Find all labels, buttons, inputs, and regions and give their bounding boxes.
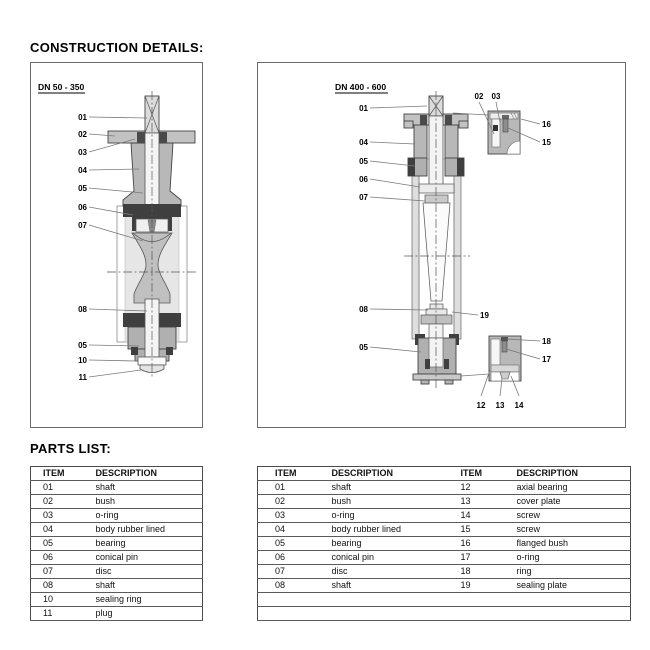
- callout-06: 06: [78, 203, 87, 212]
- part-item-cell: 04: [31, 523, 96, 537]
- part-desc-cell: body rubber lined: [96, 523, 203, 537]
- part-item-cell: 03: [258, 509, 332, 523]
- part-desc-cell: ring: [517, 565, 631, 579]
- callout-02: 02: [474, 92, 484, 101]
- callout-07: 07: [359, 193, 368, 202]
- part-item-cell: 11: [31, 607, 96, 621]
- table-row: [258, 537, 631, 551]
- part-desc-cell: o-ring: [96, 509, 203, 523]
- table-row: [258, 509, 631, 523]
- callout-labels: [78, 113, 87, 382]
- part-item-cell: 12: [461, 481, 517, 495]
- description-header-2: DESCRIPTION: [517, 467, 631, 481]
- callout-16: 16: [542, 120, 551, 129]
- callout-10: 10: [78, 356, 87, 365]
- callout-19: 19: [480, 311, 489, 320]
- callout-18: 18: [542, 337, 551, 346]
- part-item-cell: 05: [258, 537, 332, 551]
- part-item-cell: 18: [461, 565, 517, 579]
- table-header-row: [31, 467, 203, 481]
- callout-07: 07: [78, 221, 87, 230]
- part-desc-cell: conical pin: [96, 551, 203, 565]
- callout-04: 04: [359, 138, 368, 147]
- description-header: DESCRIPTION: [332, 467, 461, 481]
- parts-list-title: PARTS LIST:: [30, 441, 112, 456]
- part-item-cell: [461, 607, 517, 621]
- part-desc-cell: conical pin: [332, 551, 461, 565]
- part-item-cell: 03: [31, 509, 96, 523]
- part-desc-cell: axial bearing: [517, 481, 631, 495]
- part-item-cell: 10: [31, 593, 96, 607]
- part-item-cell: 06: [258, 551, 332, 565]
- part-desc-cell: disc: [96, 565, 203, 579]
- part-item-cell: 15: [461, 523, 517, 537]
- part-item-cell: 01: [31, 481, 96, 495]
- description-header: DESCRIPTION: [96, 467, 203, 481]
- callout-01: 01: [359, 104, 368, 113]
- table-row: [31, 481, 203, 495]
- part-item-cell: 05: [31, 537, 96, 551]
- part-item-cell: 02: [31, 495, 96, 509]
- part-desc-cell: [332, 593, 461, 607]
- conical-pin-band: [425, 195, 448, 203]
- callout-11: 11: [78, 373, 87, 382]
- part-item-cell: 13: [461, 495, 517, 509]
- callout-08: 08: [359, 305, 368, 314]
- callout-02: 02: [78, 130, 87, 139]
- callout-05: 05: [359, 157, 368, 166]
- part-item-cell: [258, 593, 332, 607]
- part-desc-cell: screw: [517, 509, 631, 523]
- part-item-cell: [461, 593, 517, 607]
- part-desc-cell: bush: [96, 495, 203, 509]
- part-item-cell: 08: [258, 579, 332, 593]
- callout-03: 03: [491, 92, 501, 101]
- table-row: [258, 551, 631, 565]
- callout-01: 01: [78, 113, 87, 122]
- part-desc-cell: bush: [332, 495, 461, 509]
- part-desc-cell: shaft: [96, 579, 203, 593]
- part-desc-cell: [517, 607, 631, 621]
- part-item-cell: 17: [461, 551, 517, 565]
- valve-cross-section-dn50-350: [31, 63, 202, 427]
- table-row: [258, 495, 631, 509]
- part-desc-cell: plug: [96, 607, 203, 621]
- table-row: [31, 565, 203, 579]
- table-row: [258, 607, 631, 621]
- part-desc-cell: bearing: [332, 537, 461, 551]
- table-row: [258, 593, 631, 607]
- part-item-cell: [258, 607, 332, 621]
- part-item-cell: 01: [258, 481, 332, 495]
- part-desc-cell: shaft: [96, 481, 203, 495]
- part-item-cell: 14: [461, 509, 517, 523]
- callout-04: 04: [78, 166, 87, 175]
- variant-label-dn400-600: DN 400 - 600: [335, 82, 387, 92]
- construction-details-title: CONSTRUCTION DETAILS:: [30, 40, 204, 55]
- part-desc-cell: cover plate: [517, 495, 631, 509]
- part-item-cell: 19: [461, 579, 517, 593]
- part-desc-cell: screw: [517, 523, 631, 537]
- parts-table-dn50-350: [30, 466, 203, 621]
- bottom-detail-inset: [461, 336, 521, 381]
- callout-05: 05: [78, 184, 87, 193]
- callout-14: 14: [514, 401, 524, 410]
- callout-17: 17: [542, 355, 551, 364]
- part-item-cell: 07: [258, 565, 332, 579]
- table-row: [31, 509, 203, 523]
- bearing-band: [419, 184, 454, 193]
- table-row: [258, 481, 631, 495]
- part-desc-cell: shaft: [332, 481, 461, 495]
- part-item-cell: 07: [31, 565, 96, 579]
- callout-12: 12: [476, 401, 486, 410]
- callout-05b: 05: [78, 341, 87, 350]
- part-desc-cell: o-ring: [517, 551, 631, 565]
- table-row: [31, 593, 203, 607]
- diagram-panel-dn50-350: [30, 62, 203, 428]
- part-item-cell: 08: [31, 579, 96, 593]
- table-row: [31, 523, 203, 537]
- part-desc-cell: o-ring: [332, 509, 461, 523]
- part-desc-cell: [517, 593, 631, 607]
- variant-label-dn50-350: DN 50 - 350: [38, 82, 85, 92]
- valve-cross-section-dn400-600: [258, 63, 625, 427]
- part-desc-cell: flanged bush: [517, 537, 631, 551]
- table-row: [31, 607, 203, 621]
- callout-08: 08: [78, 305, 87, 314]
- part-desc-cell: disc: [332, 565, 461, 579]
- part-item-cell: 02: [258, 495, 332, 509]
- part-desc-cell: sealing ring: [96, 593, 203, 607]
- callout-05b: 05: [359, 343, 368, 352]
- part-desc-cell: shaft: [332, 579, 461, 593]
- table-row: [31, 579, 203, 593]
- table-row: [31, 495, 203, 509]
- callout-03: 03: [78, 148, 87, 157]
- item-header: ITEM: [258, 467, 332, 481]
- part-item-cell: 04: [258, 523, 332, 537]
- part-desc-cell: [332, 607, 461, 621]
- table-row: [258, 565, 631, 579]
- diagram-panel-dn400-600: [257, 62, 626, 428]
- part-desc-cell: body rubber lined: [332, 523, 461, 537]
- callout-06: 06: [359, 175, 368, 184]
- table-row: [258, 523, 631, 537]
- part-item-cell: 06: [31, 551, 96, 565]
- item-header-2: ITEM: [461, 467, 517, 481]
- item-header: ITEM: [31, 467, 96, 481]
- parts-table-dn400-600: [257, 466, 631, 621]
- callout-15: 15: [542, 138, 551, 147]
- table-row: [258, 579, 631, 593]
- part-item-cell: 16: [461, 537, 517, 551]
- callout-13: 13: [495, 401, 505, 410]
- part-desc-cell: sealing plate: [517, 579, 631, 593]
- table-header-row: [258, 467, 631, 481]
- table-row: [31, 537, 203, 551]
- part-desc-cell: bearing: [96, 537, 203, 551]
- lower-seal-gland: [413, 334, 461, 384]
- table-row: [31, 551, 203, 565]
